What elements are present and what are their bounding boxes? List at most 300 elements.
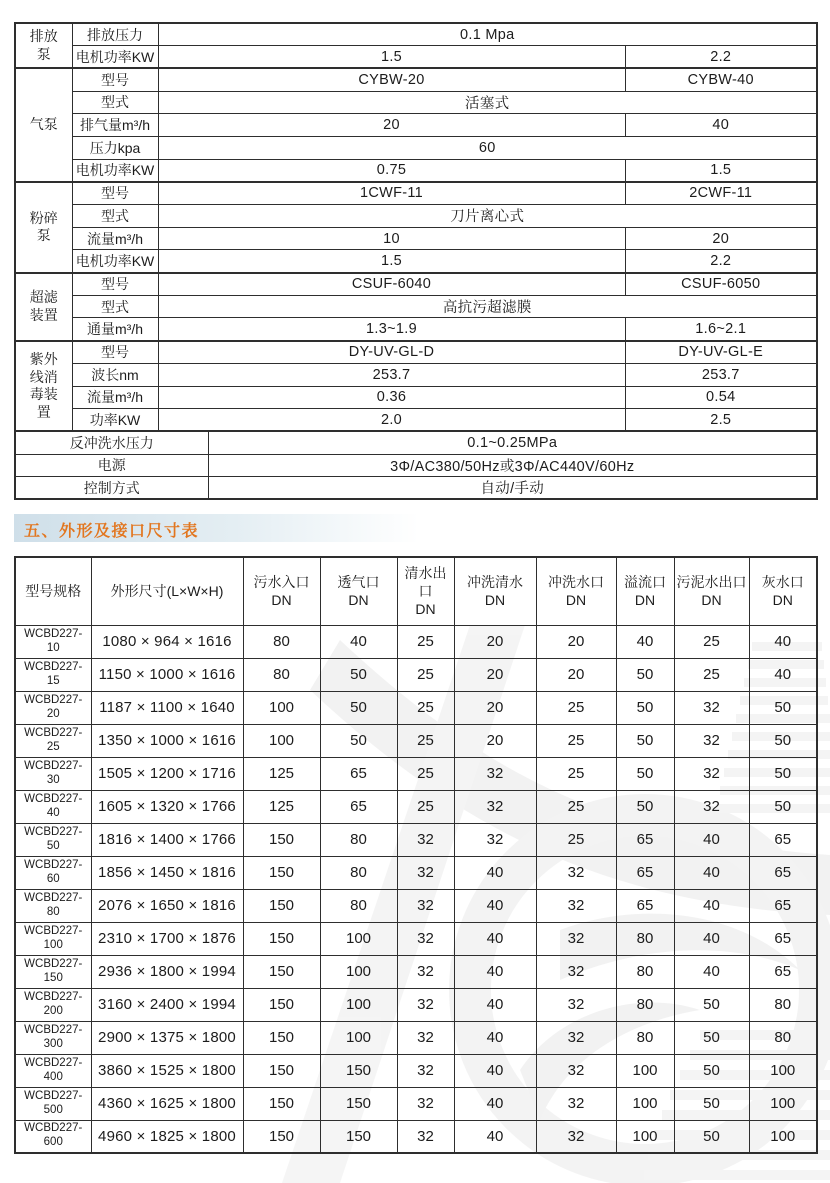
dn-value-cell: 40 [454, 1021, 536, 1054]
model-cell [15, 823, 91, 856]
dn-value-cell: 150 [243, 1054, 320, 1087]
dn-value-cell: 32 [397, 1054, 454, 1087]
dn-value-cell: 40 [454, 1054, 536, 1087]
dn-value-cell: 32 [397, 988, 454, 1021]
spec-footer-row [15, 431, 817, 454]
dn-value-cell: 25 [536, 757, 616, 790]
value-cell: 1.3~1.9 [158, 318, 625, 341]
dn-value-cell: 50 [616, 691, 674, 724]
value-cell: 20 [158, 114, 625, 137]
footer-label-cell: 控制方式 [15, 477, 208, 500]
dn-value-cell: 40 [749, 658, 817, 691]
dn-value-cell: 80 [616, 988, 674, 1021]
dn-value-cell: 50 [616, 790, 674, 823]
column-header-line1: 透气口 [337, 574, 380, 591]
spec-row [15, 114, 817, 137]
dn-value-cell: 50 [674, 1054, 749, 1087]
dims-cell: 4960 × 1825 × 1800 [91, 1120, 243, 1153]
dim-row [15, 823, 817, 856]
dn-value-cell: 150 [320, 1087, 397, 1120]
dn-value-cell: 150 [243, 1120, 320, 1153]
dn-value-cell: 50 [674, 1021, 749, 1054]
dn-value-cell: 80 [616, 1021, 674, 1054]
dn-value-cell: 25 [397, 790, 454, 823]
column-header-line1: 冲洗清水 [467, 574, 523, 591]
dim-row [15, 625, 817, 658]
dn-value-cell: 125 [243, 790, 320, 823]
spec-row [15, 227, 817, 250]
value-cell: 253.7 [625, 363, 817, 386]
dim-row [15, 1120, 817, 1153]
value-cell: 1.5 [625, 159, 817, 182]
dn-value-cell: 150 [243, 1021, 320, 1054]
column-header-line1: 型号规格 [25, 583, 82, 600]
model-cell [15, 1021, 91, 1054]
dn-value-cell: 65 [749, 922, 817, 955]
section-title: 五、外形及接口尺寸表 [24, 523, 200, 540]
dn-value-cell: 32 [397, 1120, 454, 1153]
dn-value-cell: 100 [243, 724, 320, 757]
dn-value-cell: 50 [616, 757, 674, 790]
spec-row [15, 273, 817, 296]
dn-value-cell: 40 [454, 1120, 536, 1153]
value-cell: 高抗污超滤膜 [158, 295, 817, 318]
dn-value-cell: 100 [616, 1054, 674, 1087]
param-label-cell: 电机功率KW [72, 250, 158, 273]
model-prefix: WCBD227- [24, 957, 83, 970]
dn-value-cell: 150 [243, 856, 320, 889]
model-prefix: WCBD227- [24, 1056, 83, 1069]
column-header-line2: DN [484, 592, 506, 609]
group-label-line: 超滤 [29, 289, 58, 306]
column-header-cell [674, 557, 749, 625]
dn-value-cell: 40 [749, 625, 817, 658]
param-label-cell: 排放压力 [72, 23, 158, 46]
dn-value-cell: 80 [320, 823, 397, 856]
param-label-cell: 电机功率KW [72, 46, 158, 69]
dn-value-cell: 100 [616, 1120, 674, 1153]
column-header-line2: DN [565, 592, 587, 609]
model-size: 25 [46, 740, 60, 753]
dn-value-cell: 25 [674, 658, 749, 691]
dims-cell: 1505 × 1200 × 1716 [91, 757, 243, 790]
spec-row [15, 295, 817, 318]
dn-value-cell: 100 [616, 1087, 674, 1120]
dn-value-cell: 32 [397, 823, 454, 856]
model-cell [15, 988, 91, 1021]
model-cell [15, 790, 91, 823]
dim-row [15, 1087, 817, 1120]
param-label-cell: 排气量m³/h [72, 114, 158, 137]
value-cell: DY-UV-GL-E [625, 341, 817, 364]
group-label-line: 装置 [29, 306, 58, 323]
column-header-line2: DN [415, 601, 436, 618]
spec-footer-row [15, 477, 817, 500]
dn-value-cell: 80 [616, 922, 674, 955]
dim-row [15, 1054, 817, 1087]
dim-row [15, 790, 817, 823]
dim-row [15, 955, 817, 988]
section-title-band [14, 514, 454, 542]
dim-row [15, 988, 817, 1021]
group-label-line: 线消 [29, 368, 58, 385]
dn-value-cell: 150 [243, 955, 320, 988]
model-size: 150 [43, 971, 63, 984]
spec-footer-row [15, 454, 817, 477]
dn-value-cell: 100 [749, 1120, 817, 1153]
param-label-cell: 压力kpa [72, 136, 158, 159]
value-cell: DY-UV-GL-D [158, 341, 625, 364]
model-cell [15, 691, 91, 724]
dims-cell: 1150 × 1000 × 1616 [91, 658, 243, 691]
group-label-cell [15, 273, 72, 341]
dn-value-cell: 20 [454, 724, 536, 757]
dims-cell: 3160 × 2400 × 1994 [91, 988, 243, 1021]
dn-value-cell: 150 [243, 1087, 320, 1120]
dn-value-cell: 32 [397, 889, 454, 922]
dn-value-cell: 20 [454, 691, 536, 724]
model-prefix: WCBD227- [24, 726, 83, 739]
model-prefix: WCBD227- [24, 660, 83, 673]
value-cell: 0.1 Mpa [158, 23, 817, 46]
column-header-cell [15, 557, 91, 625]
dn-value-cell: 40 [454, 1087, 536, 1120]
param-label-cell: 型号 [72, 341, 158, 364]
dn-value-cell: 50 [320, 691, 397, 724]
dn-value-cell: 80 [616, 955, 674, 988]
column-header-line1: 溢流口 [624, 574, 666, 591]
param-label-cell: 型式 [72, 91, 158, 114]
dn-value-cell: 65 [320, 757, 397, 790]
dims-cell: 2076 × 1650 × 1816 [91, 889, 243, 922]
dn-value-cell: 32 [674, 724, 749, 757]
dn-value-cell: 32 [536, 1120, 616, 1153]
model-cell [15, 889, 91, 922]
dims-cell: 3860 × 1525 × 1800 [91, 1054, 243, 1087]
column-header-line2: DN [348, 592, 369, 609]
column-header-cell [749, 557, 817, 625]
dn-value-cell: 40 [320, 625, 397, 658]
dn-value-cell: 150 [320, 1120, 397, 1153]
value-cell: 自动/手动 [208, 477, 817, 500]
dim-row [15, 691, 817, 724]
model-cell [15, 1120, 91, 1153]
dn-value-cell: 32 [674, 757, 749, 790]
dim-header-row [15, 557, 817, 625]
model-cell [15, 625, 91, 658]
model-prefix: WCBD227- [24, 825, 83, 838]
dn-value-cell: 32 [397, 1087, 454, 1120]
dn-value-cell: 40 [454, 889, 536, 922]
dn-value-cell: 25 [397, 757, 454, 790]
value-cell: 1.6~2.1 [625, 318, 817, 341]
value-cell: 60 [158, 136, 817, 159]
dn-value-cell: 32 [536, 922, 616, 955]
value-cell: 0.54 [625, 386, 817, 409]
dn-value-cell: 40 [674, 889, 749, 922]
dn-value-cell: 25 [397, 724, 454, 757]
column-header-line1: 污泥水出口 [676, 574, 747, 591]
group-label-line: 泵 [36, 227, 51, 244]
dn-value-cell: 100 [320, 1021, 397, 1054]
dn-value-cell: 20 [454, 625, 536, 658]
dn-value-cell: 32 [397, 955, 454, 988]
dn-value-cell: 50 [320, 658, 397, 691]
dims-cell: 1856 × 1450 × 1816 [91, 856, 243, 889]
group-label-cell [15, 182, 72, 273]
spec-row [15, 136, 817, 159]
model-size: 20 [46, 707, 60, 720]
value-cell: 40 [625, 114, 817, 137]
dn-value-cell: 32 [536, 889, 616, 922]
model-size: 15 [46, 674, 60, 687]
dn-value-cell: 20 [536, 625, 616, 658]
value-cell: 10 [158, 227, 625, 250]
param-label-cell: 型号 [72, 182, 158, 205]
dn-value-cell: 32 [454, 823, 536, 856]
model-prefix: WCBD227- [24, 792, 83, 805]
dn-value-cell: 100 [320, 988, 397, 1021]
value-cell: CSUF-6050 [625, 273, 817, 296]
param-label-cell: 流量m³/h [72, 227, 158, 250]
model-prefix: WCBD227- [24, 1023, 83, 1036]
model-cell [15, 757, 91, 790]
value-cell: CSUF-6040 [158, 273, 625, 296]
spec-row [15, 159, 817, 182]
column-header-cell [91, 557, 243, 625]
model-prefix: WCBD227- [24, 924, 83, 937]
group-label-line: 粉碎 [29, 209, 58, 226]
dims-cell: 2310 × 1700 × 1876 [91, 922, 243, 955]
dn-value-cell: 65 [616, 856, 674, 889]
dn-value-cell: 50 [616, 724, 674, 757]
dn-value-cell: 100 [243, 691, 320, 724]
model-cell [15, 1054, 91, 1087]
model-prefix: WCBD227- [24, 693, 83, 706]
dn-value-cell: 20 [536, 658, 616, 691]
value-cell: 活塞式 [158, 91, 817, 114]
spec-row [15, 23, 817, 46]
dn-value-cell: 80 [243, 625, 320, 658]
dn-value-cell: 25 [674, 625, 749, 658]
dn-value-cell: 32 [536, 1021, 616, 1054]
dn-value-cell: 40 [674, 823, 749, 856]
dn-value-cell: 32 [536, 1087, 616, 1120]
spec-row [15, 205, 817, 228]
model-cell [15, 856, 91, 889]
model-prefix: WCBD227- [24, 990, 83, 1003]
model-size: 80 [46, 905, 60, 918]
param-label-cell: 型号 [72, 273, 158, 296]
dn-value-cell: 50 [674, 1120, 749, 1153]
spec-row [15, 250, 817, 273]
dn-value-cell: 100 [320, 922, 397, 955]
dn-value-cell: 32 [536, 1054, 616, 1087]
spec-row [15, 363, 817, 386]
model-size: 60 [46, 872, 60, 885]
model-prefix: WCBD227- [24, 1122, 83, 1135]
value-cell: 0.75 [158, 159, 625, 182]
param-label-cell: 功率KW [72, 409, 158, 432]
dn-value-cell: 50 [749, 757, 817, 790]
dn-value-cell: 150 [243, 988, 320, 1021]
group-label-line: 泵 [36, 45, 51, 62]
model-prefix: WCBD227- [24, 858, 83, 871]
column-header-line2: DN [701, 592, 722, 609]
dn-value-cell: 125 [243, 757, 320, 790]
column-header-cell [616, 557, 674, 625]
column-header-cell [397, 557, 454, 625]
group-label-line: 置 [36, 403, 51, 420]
dn-value-cell: 50 [616, 658, 674, 691]
value-cell: 20 [625, 227, 817, 250]
dn-value-cell: 65 [749, 889, 817, 922]
value-cell: 3Φ/AC380/50Hz或3Φ/AC440V/60Hz [208, 454, 817, 477]
spec-row [15, 182, 817, 205]
dim-row [15, 889, 817, 922]
value-cell: 1CWF-11 [158, 182, 625, 205]
dn-value-cell: 40 [674, 922, 749, 955]
dn-value-cell: 40 [454, 922, 536, 955]
dn-value-cell: 50 [674, 1087, 749, 1120]
dims-cell: 1080 × 964 × 1616 [91, 625, 243, 658]
dim-row [15, 1021, 817, 1054]
dn-value-cell: 80 [320, 856, 397, 889]
spec-row [15, 91, 817, 114]
dn-value-cell: 65 [320, 790, 397, 823]
param-label-cell: 型式 [72, 295, 158, 318]
value-cell: 253.7 [158, 363, 625, 386]
column-header-line1: 外形尺寸(L×W×H) [110, 583, 224, 600]
model-size: 30 [46, 773, 60, 786]
dn-value-cell: 25 [397, 625, 454, 658]
equipment-spec-table [14, 22, 818, 500]
dn-value-cell: 65 [616, 889, 674, 922]
spec-row [15, 46, 817, 69]
dn-value-cell: 25 [536, 724, 616, 757]
group-label-line: 紫外 [29, 351, 58, 367]
column-header-cell [536, 557, 616, 625]
value-cell: CYBW-40 [625, 68, 817, 91]
dims-cell: 2936 × 1800 × 1994 [91, 955, 243, 988]
model-size: 400 [43, 1070, 63, 1083]
value-cell: 0.1~0.25MPa [208, 431, 817, 454]
dn-value-cell: 20 [454, 658, 536, 691]
value-cell: 2.5 [625, 409, 817, 432]
model-cell [15, 724, 91, 757]
dn-value-cell: 50 [674, 988, 749, 1021]
param-label-cell: 波长nm [72, 363, 158, 386]
dn-value-cell: 50 [749, 790, 817, 823]
value-cell: CYBW-20 [158, 68, 625, 91]
value-cell: 刀片离心式 [158, 205, 817, 228]
column-header-line2: DN [772, 592, 793, 609]
dn-value-cell: 32 [674, 691, 749, 724]
model-size: 10 [46, 641, 60, 654]
column-header-cell [320, 557, 397, 625]
model-size: 600 [43, 1136, 63, 1149]
group-label-cell [15, 23, 72, 68]
model-size: 200 [43, 1004, 63, 1017]
dn-value-cell: 50 [320, 724, 397, 757]
dn-value-cell: 100 [749, 1054, 817, 1087]
footer-label-cell: 反冲洗水压力 [15, 431, 208, 454]
dims-cell: 1187 × 1100 × 1640 [91, 691, 243, 724]
column-header-cell [243, 557, 320, 625]
dn-value-cell: 65 [749, 823, 817, 856]
dn-value-cell: 32 [454, 757, 536, 790]
dn-value-cell: 25 [536, 823, 616, 856]
dims-cell: 4360 × 1625 × 1800 [91, 1087, 243, 1120]
dn-value-cell: 32 [397, 1021, 454, 1054]
dn-value-cell: 25 [397, 691, 454, 724]
group-label-line: 排放 [29, 28, 58, 45]
dn-value-cell: 50 [749, 724, 817, 757]
model-prefix: WCBD227- [24, 1089, 83, 1102]
dn-value-cell: 32 [536, 856, 616, 889]
dn-value-cell: 25 [536, 691, 616, 724]
dn-value-cell: 50 [749, 691, 817, 724]
model-prefix: WCBD227- [24, 891, 83, 904]
dn-value-cell: 32 [397, 856, 454, 889]
dn-value-cell: 150 [320, 1054, 397, 1087]
value-cell: 1.5 [158, 46, 625, 69]
param-label-cell: 型号 [72, 68, 158, 91]
value-cell: 1.5 [158, 250, 625, 273]
model-size: 40 [46, 806, 60, 819]
dn-value-cell: 150 [243, 823, 320, 856]
value-cell: 2CWF-11 [625, 182, 817, 205]
model-size: 100 [43, 938, 63, 951]
model-size: 500 [43, 1103, 63, 1116]
dn-value-cell: 32 [454, 790, 536, 823]
model-prefix: WCBD227- [24, 627, 83, 640]
group-label-line: 毒装 [29, 386, 58, 402]
model-cell [15, 658, 91, 691]
column-header-line1: 清水出口 [404, 564, 447, 600]
dn-value-cell: 150 [243, 889, 320, 922]
column-header-line2: DN [271, 592, 292, 609]
spec-row [15, 386, 817, 409]
dn-value-cell: 100 [320, 955, 397, 988]
model-size: 50 [46, 839, 60, 852]
spec-row [15, 409, 817, 432]
param-label-cell: 流量m³/h [72, 386, 158, 409]
spec-row [15, 318, 817, 341]
dims-cell: 2900 × 1375 × 1800 [91, 1021, 243, 1054]
value-cell: 2.2 [625, 250, 817, 273]
model-cell [15, 955, 91, 988]
model-cell [15, 1087, 91, 1120]
dims-cell: 1816 × 1400 × 1766 [91, 823, 243, 856]
dn-value-cell: 32 [536, 988, 616, 1021]
dn-value-cell: 32 [674, 790, 749, 823]
group-label-cell [15, 341, 72, 432]
dimension-table [14, 556, 818, 1154]
value-cell: 2.0 [158, 409, 625, 432]
dim-row [15, 658, 817, 691]
dn-value-cell: 25 [397, 658, 454, 691]
value-cell: 0.36 [158, 386, 625, 409]
dn-value-cell: 40 [616, 625, 674, 658]
param-label-cell: 通量m³/h [72, 318, 158, 341]
column-header-cell [454, 557, 536, 625]
dn-value-cell: 25 [536, 790, 616, 823]
dn-value-cell: 40 [674, 955, 749, 988]
dn-value-cell: 150 [243, 922, 320, 955]
param-label-cell: 电机功率KW [72, 159, 158, 182]
dn-value-cell: 100 [749, 1087, 817, 1120]
